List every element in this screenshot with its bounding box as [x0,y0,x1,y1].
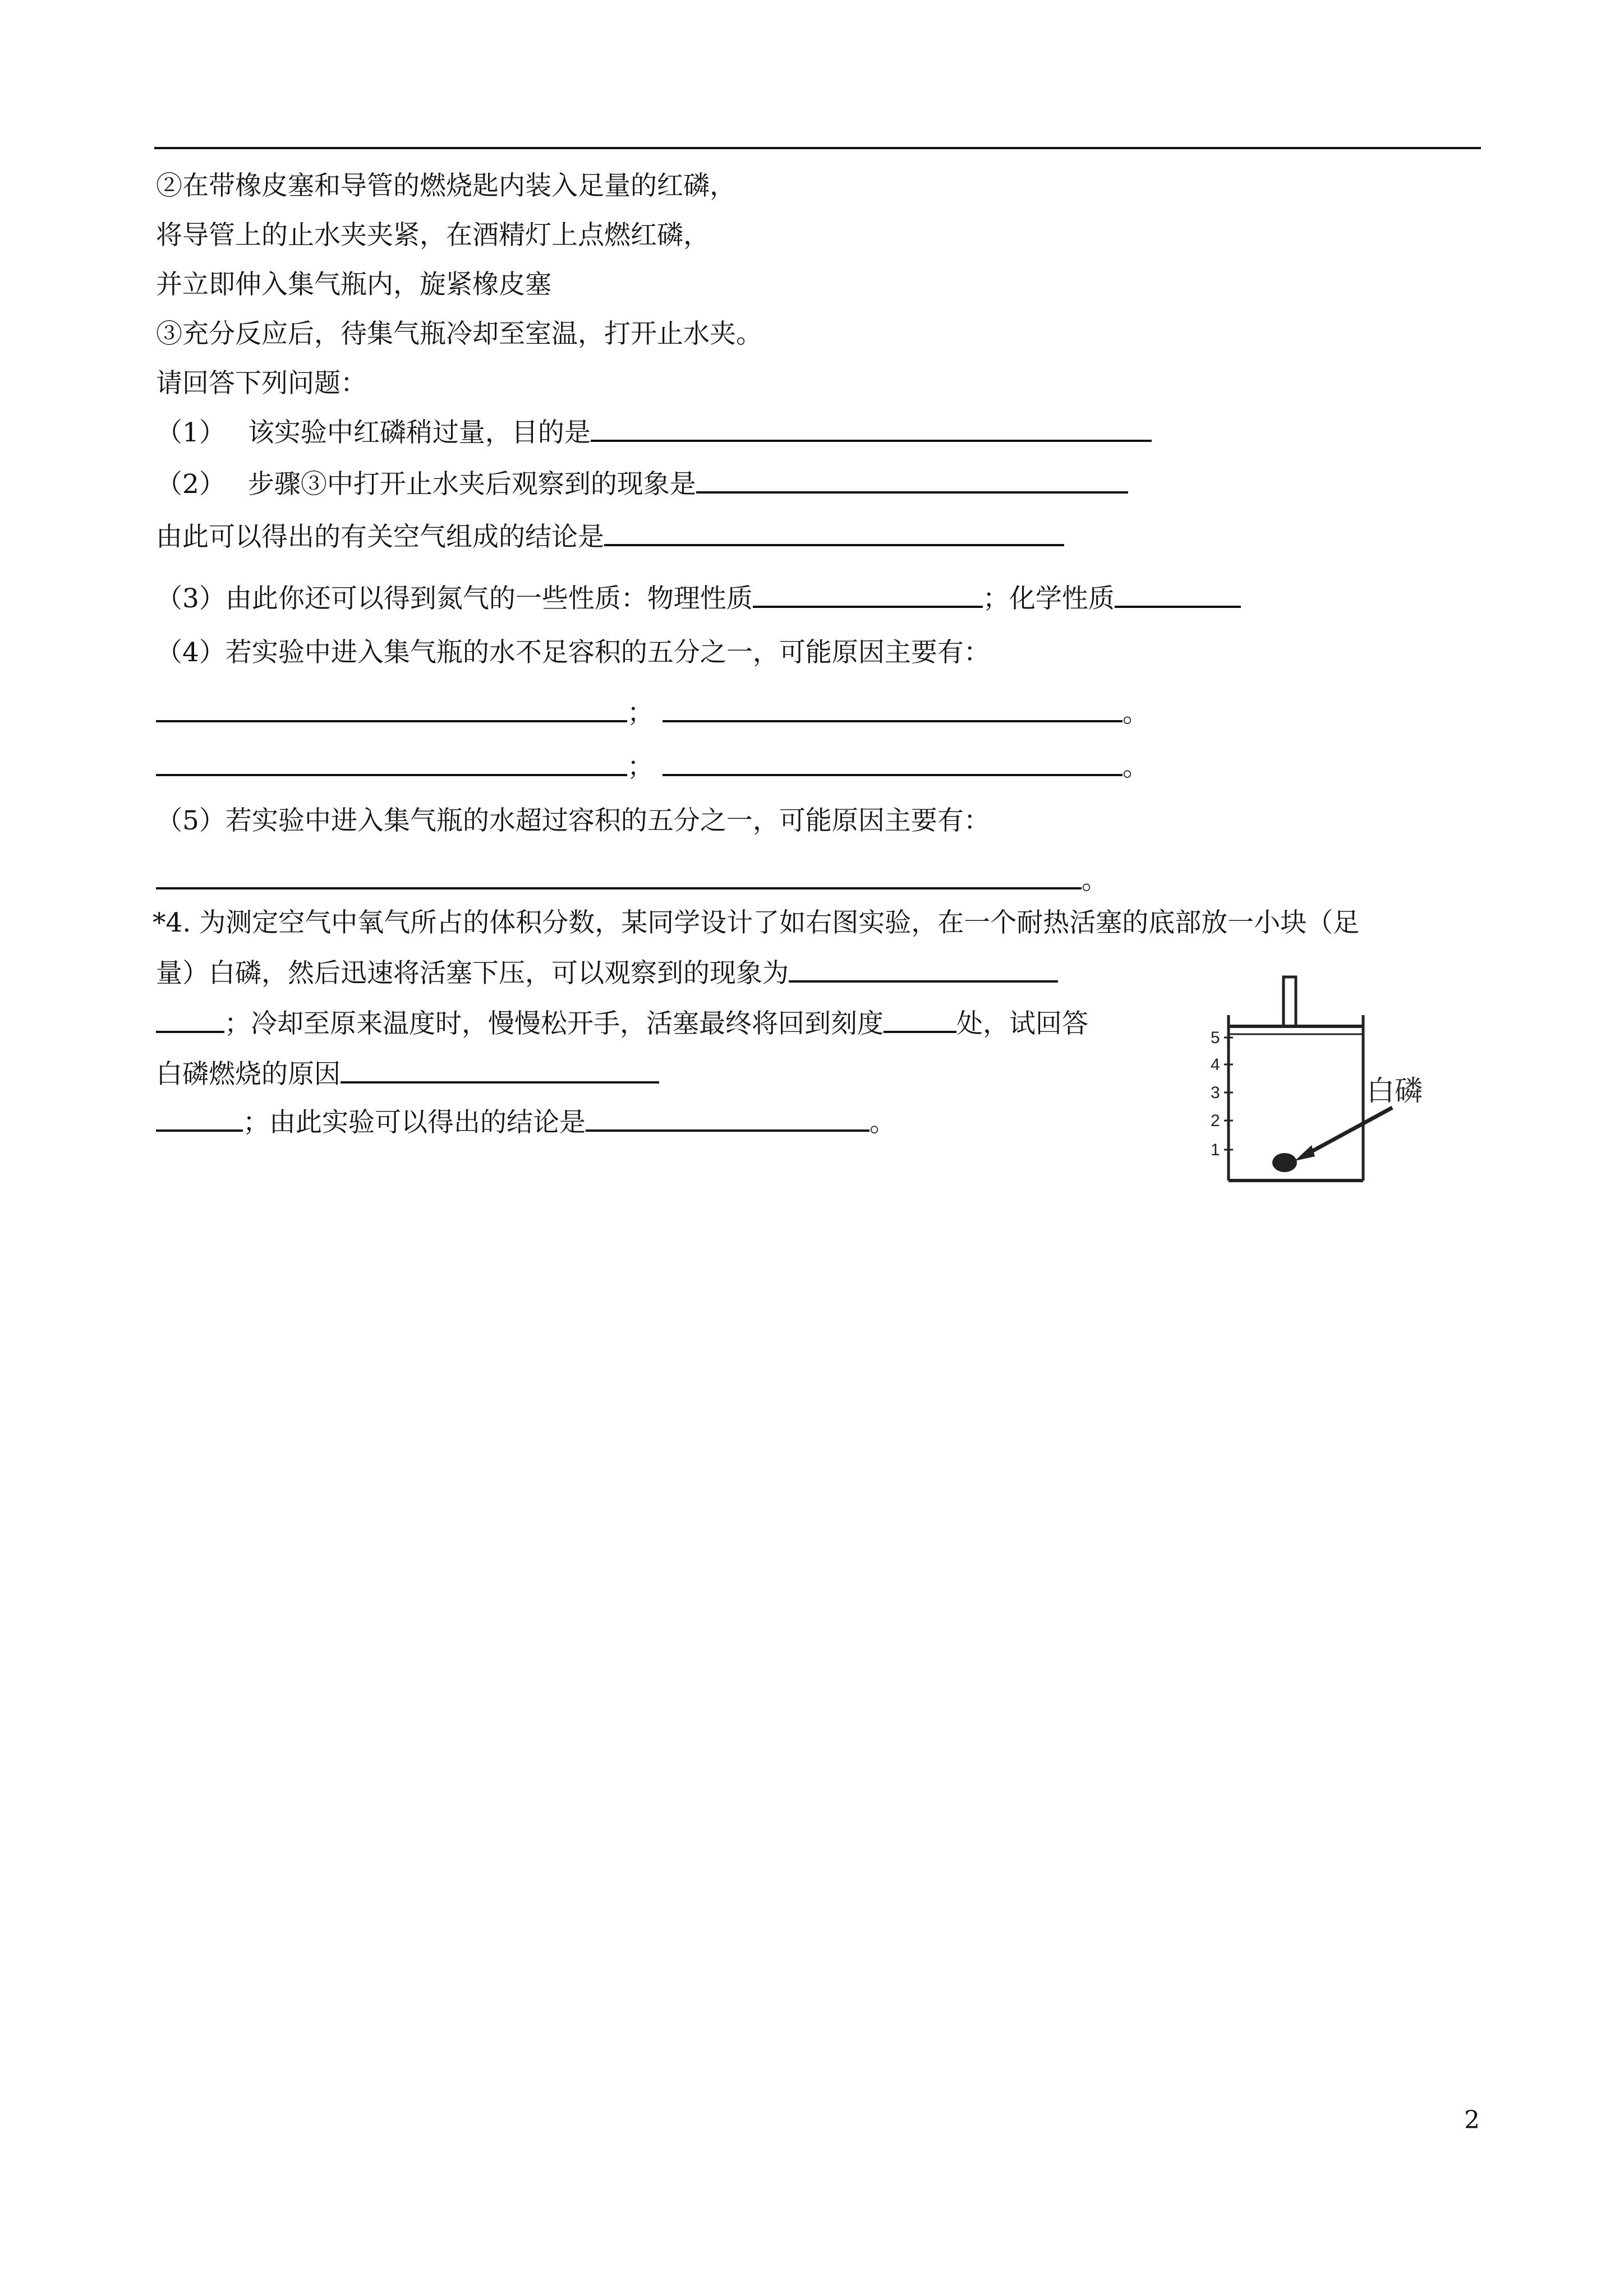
scale-label-1: 1 [1211,1141,1220,1159]
q4-separator-1: ； [627,698,654,729]
scale-label-5: 5 [1211,1029,1220,1047]
q2-number: （2） [156,469,226,500]
question-star4-line5 [156,1095,896,1151]
star4-line5-text-b: 。 [869,1107,896,1138]
star4-line4-text: 白磷燃烧的原因 [156,1059,341,1090]
q4-blank-3[interactable] [156,739,627,776]
pointer-arrow-head [1295,1145,1315,1161]
star4-scale-blank[interactable] [884,996,956,1033]
question-4: （4）若实验中进入集气瓶的水不足容积的五分之一，可能原因主要有： [156,637,990,668]
q4-end-1: 。 [1122,698,1149,729]
star4-line3-text-b: 处，试回答 [956,1008,1088,1039]
piston-cylinder-figure [1195,970,1464,1189]
q1-text: 该实验中红磷稍过量，目的是 [247,417,591,448]
q4-blank-1[interactable] [156,685,627,722]
star4-reason-blank[interactable] [341,1046,659,1084]
scale-label-4: 4 [1211,1055,1220,1074]
q2-conclusion-text: 由此可以得出的有关空气组成的结论是 [156,522,604,552]
star4-phenomenon-blank-cont[interactable] [156,996,224,1033]
question-4-blanks-row1 [156,685,1149,741]
q3-chemical-blank[interactable] [1115,571,1241,608]
q4-end-2: 。 [1122,751,1149,782]
q5-end: 。 [1082,865,1108,896]
q1-answer-blank[interactable] [591,405,1152,442]
page-number: 2 [1464,2106,1480,2134]
step2-line1: ②在带橡皮塞和导管的燃烧匙内装入足量的红磷， [156,170,736,201]
question-5: （5）若实验中进入集气瓶的水超过容积的五分之一，可能原因主要有： [156,805,990,836]
question-star4-line2 [156,946,1058,1002]
q3-physical-blank[interactable] [753,571,983,608]
q5-answer-blank[interactable] [156,852,1082,889]
star4-conclusion-blank[interactable] [586,1095,869,1132]
scale-label-2: 2 [1211,1112,1220,1130]
q1-number: （1） [156,417,226,448]
white-phosphorus-lump [1272,1153,1297,1172]
pointer-arrow-line [1301,1108,1392,1157]
question-3 [156,571,1241,627]
q2-conclusion-blank[interactable] [604,509,1064,546]
q3-text: （3）由此你还可以得到氮气的一些性质：物理性质 [156,583,753,614]
q4-blank-2[interactable] [663,685,1122,722]
star4-line3-text-a: ；冷却至原来温度时，慢慢松开手，活塞最终将回到刻度 [224,1008,884,1039]
q3-mid-text: ；化学性质 [982,583,1115,614]
header-rule [154,147,1481,149]
star4-reason-blank-cont[interactable] [156,1095,243,1132]
step3-text: ③充分反应后，待集气瓶冷却至室温，打开止水夹。 [156,319,762,349]
star4-line2-text: 量）白磷，然后迅速将活塞下压，可以观察到的现象为 [156,958,789,989]
question-star4-line4 [156,1046,659,1103]
q2-text: 步骤③中打开止水夹后观察到的现象是 [247,469,696,500]
question-2 [156,457,1128,513]
question-star4-line1: *4. 为测定空气中氧气所占的体积分数，某同学设计了如右图实验，在一个耐热活塞的底部放一小块（足 [153,907,1360,938]
q4-separator-2: ； [627,751,654,782]
step2-line2: 将导管上的止水夹夹紧，在酒精灯上点燃红磷， [156,220,710,251]
question-1 [156,405,1152,461]
question-4-blanks-row2 [156,739,1149,795]
white-phosphorus-label: 白磷 [1367,1075,1423,1107]
q2-answer-blank[interactable] [696,457,1128,494]
piston-rod [1283,977,1296,1026]
q4-blank-4[interactable] [663,739,1122,776]
star4-phenomenon-blank[interactable] [789,946,1058,983]
step2-line3: 并立即伸入集气瓶内，旋紧橡皮塞 [156,269,551,300]
star4-line5-text-a: ；由此实验可以得出的结论是 [243,1107,586,1138]
question-2-conclusion [156,509,1064,565]
questions-prompt: 请回答下列问题： [156,368,367,399]
question-star4-line3 [156,996,1088,1052]
scale-label-3: 3 [1211,1084,1220,1102]
